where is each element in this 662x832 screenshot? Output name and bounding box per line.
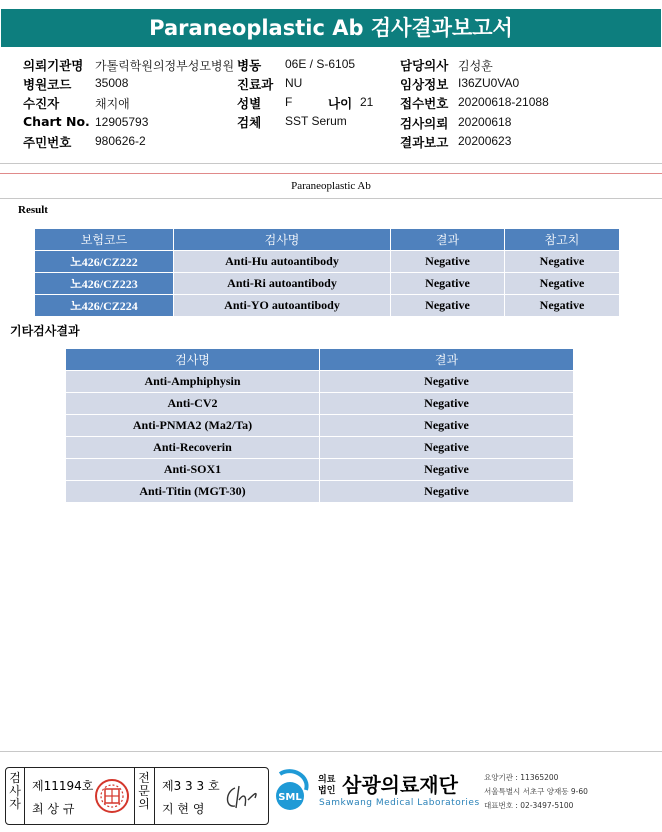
org-address: 서울특별시 서초구 양재동 9-60 <box>484 787 588 796</box>
table-header-row <box>35 229 619 250</box>
hospital-value: 가톨릭학원의정부성모병원 <box>95 59 235 73</box>
column-header: 검사명 <box>66 349 320 370</box>
table-row <box>35 272 619 294</box>
column-header: 검사명 <box>174 229 391 250</box>
org-prefix: 법인 <box>318 786 336 796</box>
column-header: 보험코드 <box>35 229 174 250</box>
ward-label: 병동 <box>237 58 262 73</box>
sex-label: 성별 <box>237 96 262 111</box>
other-results-table <box>66 349 573 502</box>
report-date-value: 20200623 <box>458 134 512 148</box>
doctor-value: 김성훈 <box>458 59 493 73</box>
table-row <box>66 436 573 458</box>
id-value: 980626-2 <box>95 134 146 148</box>
specialist-label: 전문의 <box>138 771 150 811</box>
result-table <box>35 229 619 316</box>
specimen-value: SST Serum <box>285 114 347 128</box>
reference-value: Negative <box>505 294 619 316</box>
org-prefix: 의료 <box>318 775 336 785</box>
test-result: Negative <box>320 436 573 458</box>
report-date-label: 결과보고 <box>400 135 449 150</box>
dept-value: NU <box>285 76 303 90</box>
reference-value: Negative <box>505 272 619 294</box>
other-results-label: 기타검사결과 <box>10 324 80 338</box>
org-phone: 대표번호 : 02-3497-5100 <box>484 801 574 810</box>
table-row <box>66 392 573 414</box>
divider-red <box>0 173 662 174</box>
specimen-label: 검체 <box>237 115 262 130</box>
column-header: 참고치 <box>505 229 619 250</box>
examiner-name: 최 상 규 <box>32 802 75 816</box>
test-result: Negative <box>320 414 573 436</box>
test-name: Anti-Hu autoantibody <box>174 250 391 272</box>
table-row <box>66 370 573 392</box>
test-result: Negative <box>391 294 505 316</box>
column-header: 결과 <box>320 349 573 370</box>
test-result: Negative <box>320 370 573 392</box>
age-value: 21 <box>360 95 374 109</box>
patient-value: 채지애 <box>95 97 130 111</box>
request-value: 20200618 <box>458 115 512 129</box>
table-row <box>35 250 619 272</box>
table-row <box>66 414 573 436</box>
receipt-value: 20200618-21088 <box>458 95 549 109</box>
insurance-code: 노426/CZ222 <box>35 250 174 272</box>
divider <box>0 198 662 199</box>
org-name: 삼광의료재단 <box>342 773 458 797</box>
test-result: Negative <box>391 250 505 272</box>
insurance-code: 노426/CZ223 <box>35 272 174 294</box>
age-label: 나이 <box>328 96 353 111</box>
table-row <box>66 458 573 480</box>
receipt-label: 접수번호 <box>400 96 449 111</box>
test-name: Anti-PNMA2 (Ma2/Ta) <box>66 414 320 436</box>
hcode-label: 병원코드 <box>23 77 72 92</box>
signature-icon <box>221 782 261 812</box>
clinical-label: 임상정보 <box>400 77 449 92</box>
chart-label: Chart No. <box>23 114 90 129</box>
insurance-code: 노426/CZ224 <box>35 294 174 316</box>
section-title: Paraneoplastic Ab <box>291 180 371 192</box>
ward-value: 06E / S-6105 <box>285 57 356 71</box>
examiner-license-no: 제11194호 <box>32 779 94 793</box>
test-result: Negative <box>320 392 573 414</box>
table-row <box>66 480 573 502</box>
specialist-license-no: 제3 3 3 호 <box>162 779 220 793</box>
doctor-label: 담당의사 <box>400 58 449 73</box>
sml-logo-icon <box>270 768 314 812</box>
test-name: Anti-SOX1 <box>66 458 320 480</box>
id-label: 주민번호 <box>23 135 72 150</box>
test-result: Negative <box>320 458 573 480</box>
examiner-label: 검사자 <box>9 771 21 811</box>
specialist-name: 지 현 영 <box>162 802 205 816</box>
test-name: Anti-Recoverin <box>66 436 320 458</box>
reference-value: Negative <box>505 250 619 272</box>
table-header-row <box>66 349 573 370</box>
table-row <box>35 294 619 316</box>
hcode-value: 35008 <box>95 76 129 90</box>
test-result: Negative <box>320 480 573 502</box>
test-name: Anti-Titin (MGT-30) <box>66 480 320 502</box>
clinical-value: I36ZU0VA0 <box>458 76 520 90</box>
test-name: Anti-CV2 <box>66 392 320 414</box>
report-footer <box>0 765 662 827</box>
sex-value: F <box>285 95 293 109</box>
divider <box>0 163 662 164</box>
patient-label: 수진자 <box>23 96 60 111</box>
chart-value: 12905793 <box>95 115 149 129</box>
test-result: Negative <box>391 272 505 294</box>
column-header: 결과 <box>391 229 505 250</box>
dept-label: 진료과 <box>237 77 274 92</box>
hospital-label: 의뢰기관명 <box>23 58 84 73</box>
report-title: Paraneoplastic Ab 검사결과보고서 <box>1 9 661 47</box>
result-label: Result <box>18 204 48 216</box>
test-name: Anti-Amphiphysin <box>66 370 320 392</box>
signature-box <box>5 767 269 825</box>
footer-divider <box>0 751 662 752</box>
examiner-seal-icon <box>94 778 130 814</box>
patient-info <box>0 54 662 166</box>
test-name: Anti-Ri autoantibody <box>174 272 391 294</box>
org-english-name: Samkwang Medical Laboratories <box>319 798 480 808</box>
test-name: Anti-YO autoantibody <box>174 294 391 316</box>
svg-text:SML: SML <box>278 792 302 803</box>
request-label: 검사의뢰 <box>400 116 449 131</box>
institution-code: 요양기관 : 11365200 <box>484 773 559 782</box>
